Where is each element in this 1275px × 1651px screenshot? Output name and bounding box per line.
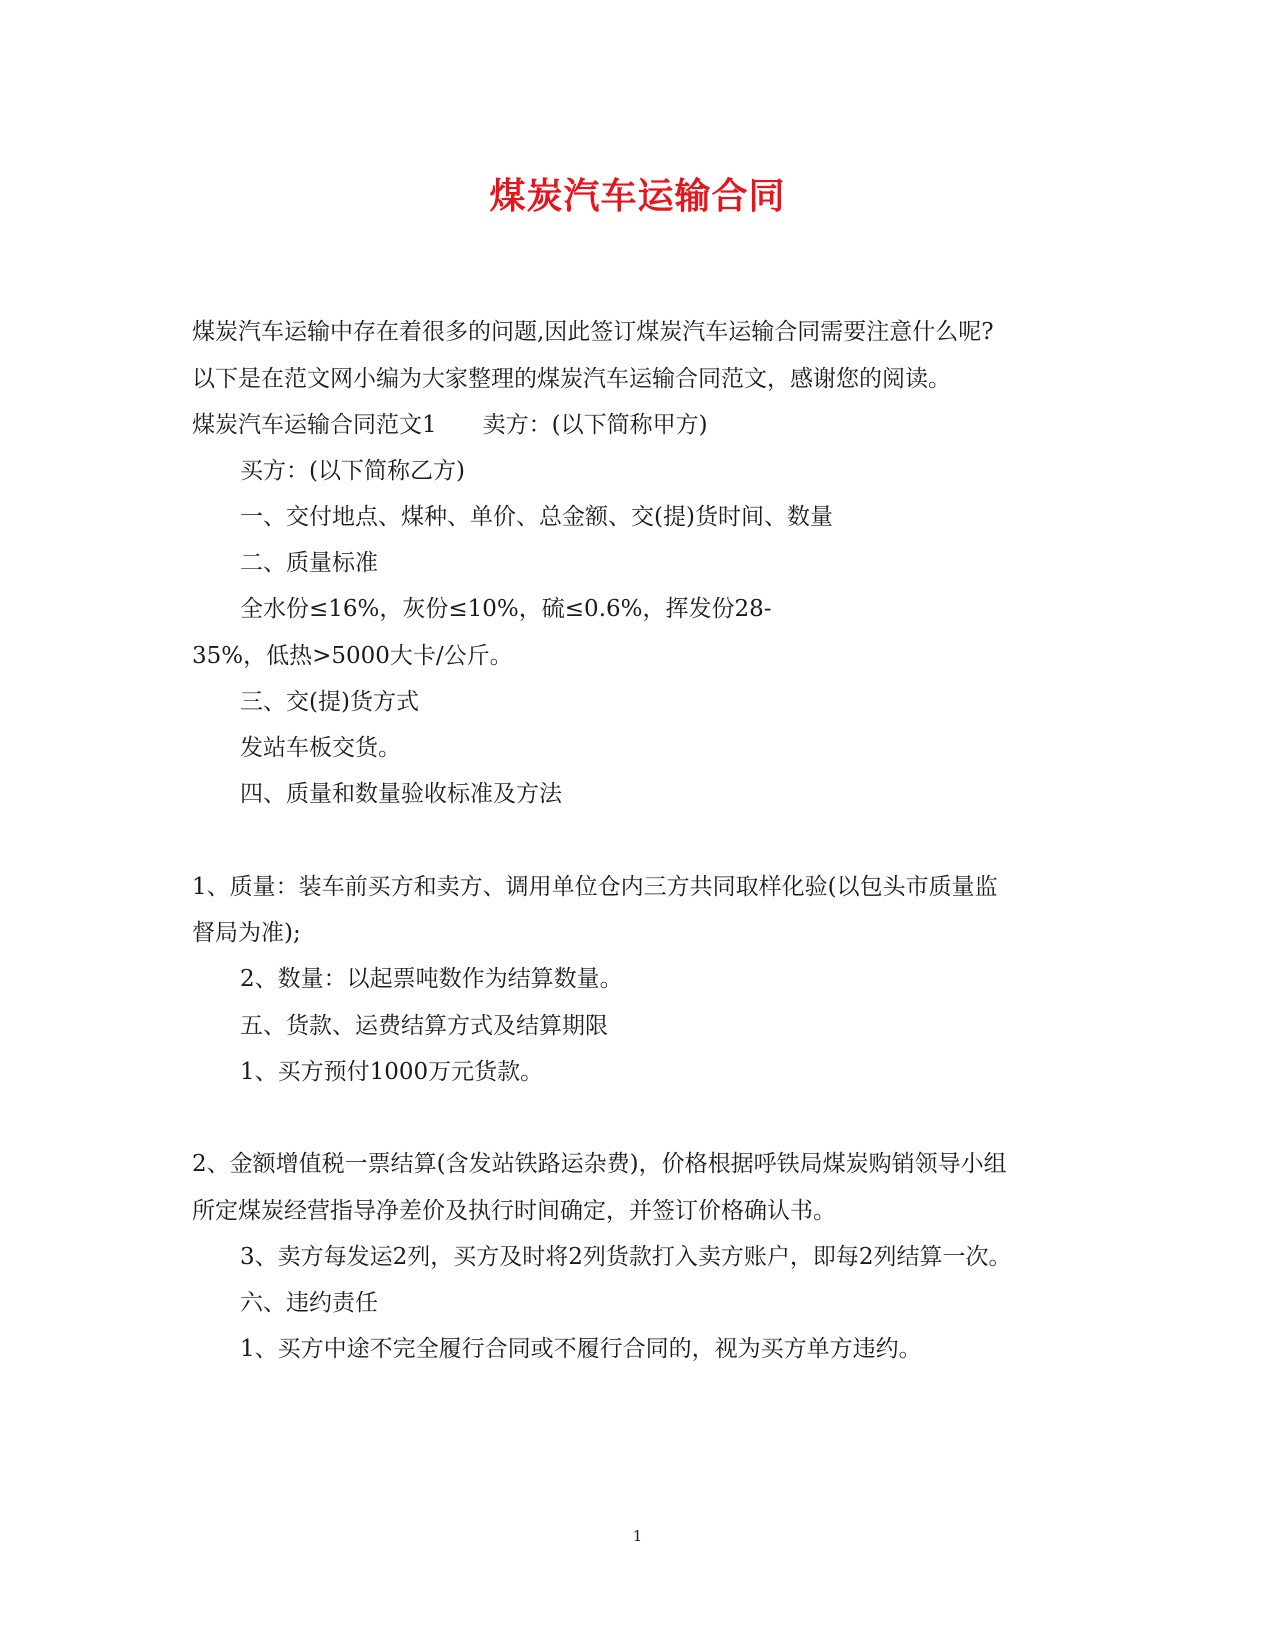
paragraph-line: 2、数量：以起票吨数作为结算数量。 [240,966,623,992]
paragraph-line: 煤炭汽车运输合同范文1 卖方：(以下简称甲方) [192,412,708,438]
paragraph-line: 1、质量：装车前买方和卖方、调用单位仓内三方共同取样化验(以包头市质量监 [192,874,998,900]
paragraph-line: 全水份≤16%，灰份≤10%，硫≤0.6%，挥发份28- [240,596,772,622]
paragraph-line: 发站车板交货。 [240,735,401,761]
paragraph-line: 35%，低热>5000大卡/公斤。 [192,643,513,669]
paragraph-line: 1、买方中途不完全履行合同或不履行合同的，视为买方单方违约。 [240,1336,922,1362]
section-heading: 四、质量和数量验收标准及方法 [240,781,562,807]
paragraph-line: 以下是在范文网小编为大家整理的煤炭汽车运输合同范文，感谢您的阅读。 [192,366,951,392]
paragraph-line: 1、买方预付1000万元货款。 [240,1059,544,1085]
paragraph-line: 督局为准); [192,920,301,946]
document-title: 煤炭汽车运输合同 [489,175,786,217]
paragraph-line: 煤炭汽车运输中存在着很多的问题,因此签订煤炭汽车运输合同需要注意什么呢? [192,319,994,345]
section-heading: 一、交付地点、煤种、单价、总金额、交(提)货时间、数量 [240,504,833,530]
paragraph-line: 2、金额增值税一票结算(含发站铁路运杂费)，价格根据呼铁局煤炭购销领导小组 [192,1151,1007,1177]
section-heading: 二、质量标准 [240,550,378,576]
paragraph-line: 买方：(以下简称乙方) [240,458,465,484]
section-heading: 三、交(提)货方式 [240,689,419,715]
paragraph-line: 3、卖方每发运2列，买方及时将2列货款打入卖方账户，即每2列结算一次。 [240,1244,1012,1270]
page-number: 1 [632,1527,643,1545]
section-heading: 六、违约责任 [240,1290,378,1316]
section-heading: 五、货款、运费结算方式及结算期限 [240,1013,608,1039]
paragraph-line: 所定煤炭经营指导净差价及执行时间确定，并签订价格确认书。 [192,1198,836,1224]
